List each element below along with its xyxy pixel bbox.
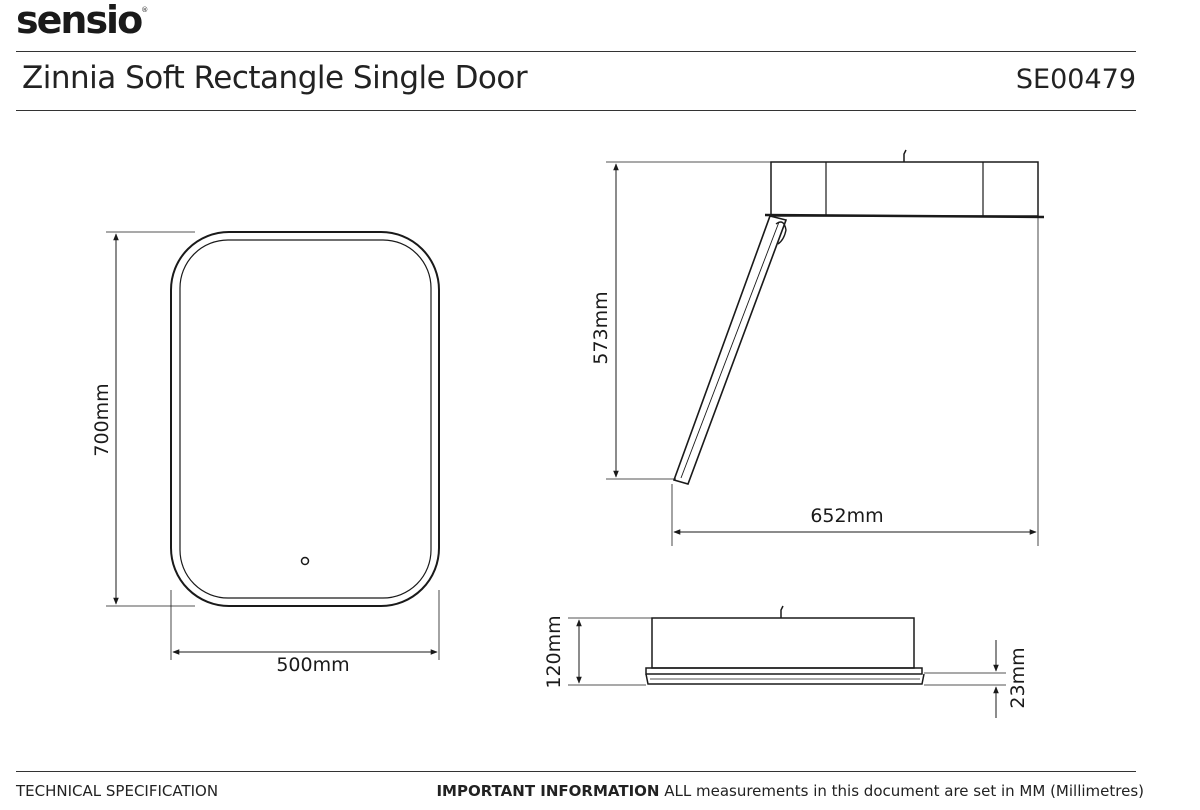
registered-mark: ® [141, 6, 149, 14]
wall-bracket [904, 150, 906, 162]
product-code: SE00479 [1015, 64, 1136, 95]
top-view-door-open [606, 150, 1044, 546]
mirror-outer-frame [171, 232, 439, 606]
side-door-panel [646, 668, 922, 674]
door-thickness-label: 23mm [1007, 647, 1029, 709]
footer-technical-specification: TECHNICAL SPECIFICATION [16, 782, 219, 800]
cabinet-body [771, 162, 1038, 216]
side-cabinet-body [652, 618, 914, 668]
height-label: 700mm [91, 383, 113, 457]
footer-important-information [436, 782, 1144, 800]
important-text: ALL measurements in this document are set in MM (Millimetres) [664, 782, 1144, 800]
width-label: 500mm [276, 654, 350, 676]
footer-rule [16, 771, 1136, 772]
open-width-label: 652mm [810, 505, 884, 527]
door-open-depth-label: 573mm [590, 291, 612, 365]
page-title: Zinnia Soft Rectangle Single Door [22, 60, 528, 96]
side-wall-bracket [781, 606, 783, 618]
side-depth-label: 120mm [543, 615, 565, 689]
mirror-inner-led-strip [180, 240, 431, 598]
open-door-inner-line [681, 222, 779, 478]
sensio-logo: sensio® [16, 0, 149, 42]
important-label: IMPORTANT INFORMATION [436, 782, 660, 800]
touch-sensor-icon [302, 558, 309, 565]
side-view [568, 606, 1006, 718]
front-view [106, 232, 439, 660]
